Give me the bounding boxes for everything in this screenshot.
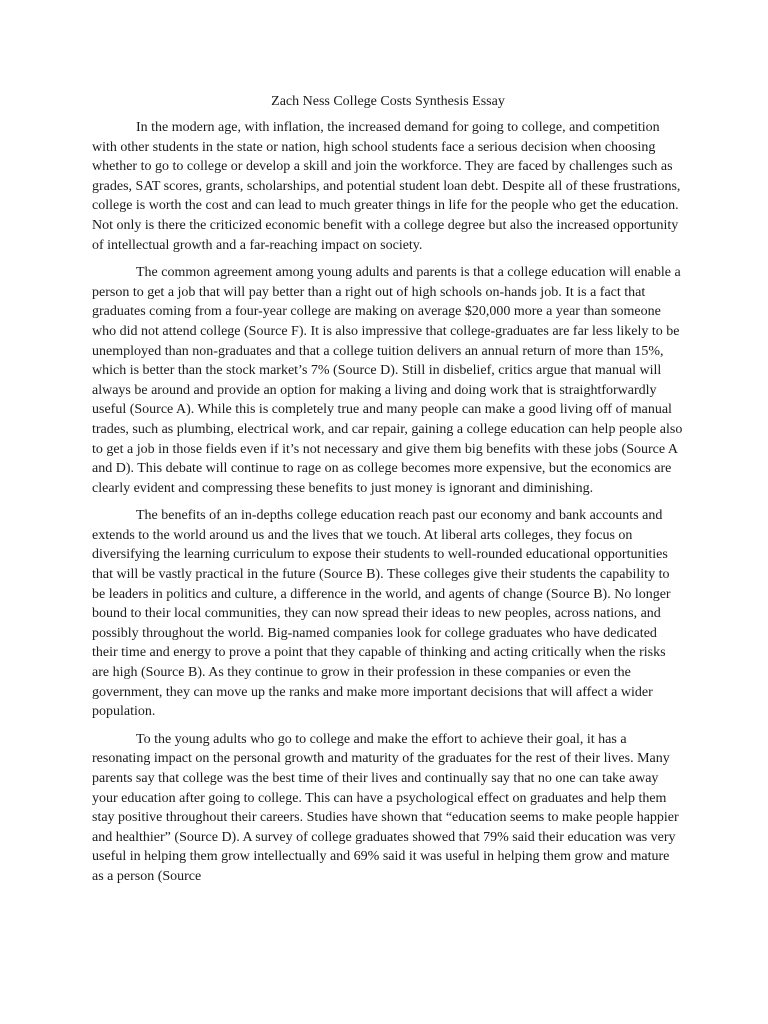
essay-paragraph-1: In the modern age, with inflation, the increased demand for going to college, and competition with other students in the state or nation, high school students face a serious decision when choosing whether to go to college or develop a skill and join the workforce. They are faced by challenges such as grades, SAT scores, grants, scholarships, and potential student loan debt. Despite all of these frustrations, college is worth the cost and can lead to much greater things in life for the people who get the education. Not only is there the criticized economic benefit with a college degree but also the increased opportunity of intellectual growth and a far-reaching impact on society. xyxy=(92,120,681,253)
essay-paragraph-3: The benefits of an in-depths college education reach past our economy and bank accounts and extends to the world around us and the lives that we touch. At liberal arts colleges, they focus on diversifying the learning curriculum to expose their students to well-rounded educational opportunities that will be vastly practical in the future (Source B). These colleges give their students the capability to be leaders in politics and culture, a difference in the world, and agents of change (Source B). No longer bound to their local communities, they can now spread their ideas to new peoples, across nations, and possibly throughout the world. Big-named companies look for college graduates who have dedicated their time and energy to prove a point that they capable of thinking and acting critically when the risks are high (Source B). As they continue to grow in their profession in these companies or even the government, they can move up the ranks and make more important decisions that will affect a wider population. xyxy=(92,508,671,720)
essay-paragraph-2: The common agreement among young adults and parents is that a college education will enable a person to get a job that will pay better than a right out of high schools on-hands job. It is a fact that graduates coming from a four-year college are making on average $20,000 more a year than someone who did not attend college (Source F). It is also impressive that college-graduates are far less likely to be unemployed than non-graduates and that a college tuition delivers an annual return of more than 15%, which is better than the stock market’s 7% (Source D). Still in disbelief, critics argue that manual will always be around and provide an option for making a living and doing work that is straightforwardly useful (Source A). While this is completely true and many people can make a good living off of manual trades, such as plumbing, electrical work, and car repair, gaining a college education can help people also to get a job in those fields even if it’s not necessary and give them big benefits with these jobs (Source A and D). This debate will continue to rage on as college becomes more expensive, but the economics are clearly evident and compressing these benefits to just money is ignorant and diminishing. xyxy=(92,265,683,496)
essay-page xyxy=(92,92,684,1012)
essay-paragraph-4: To the young adults who go to college and make the effort to achieve their goal, it has a resonating impact on the personal growth and maturity of the graduates for the rest of their lives. Many parents say that college was the best time of their lives and continually say that no one can take away your education after going to college. This can have a psychological effect on graduates and help them stay positive throughout their careers. Studies have shown that “education seems to make people happier and healthier” (Source D). A survey of college graduates showed that 79% said their education was very useful in helping them grow intellectually and 69% said it was useful in helping them grow and mature as a person (Source xyxy=(92,731,679,884)
essay-title: Zach Ness College Costs Synthesis Essay xyxy=(271,94,505,109)
